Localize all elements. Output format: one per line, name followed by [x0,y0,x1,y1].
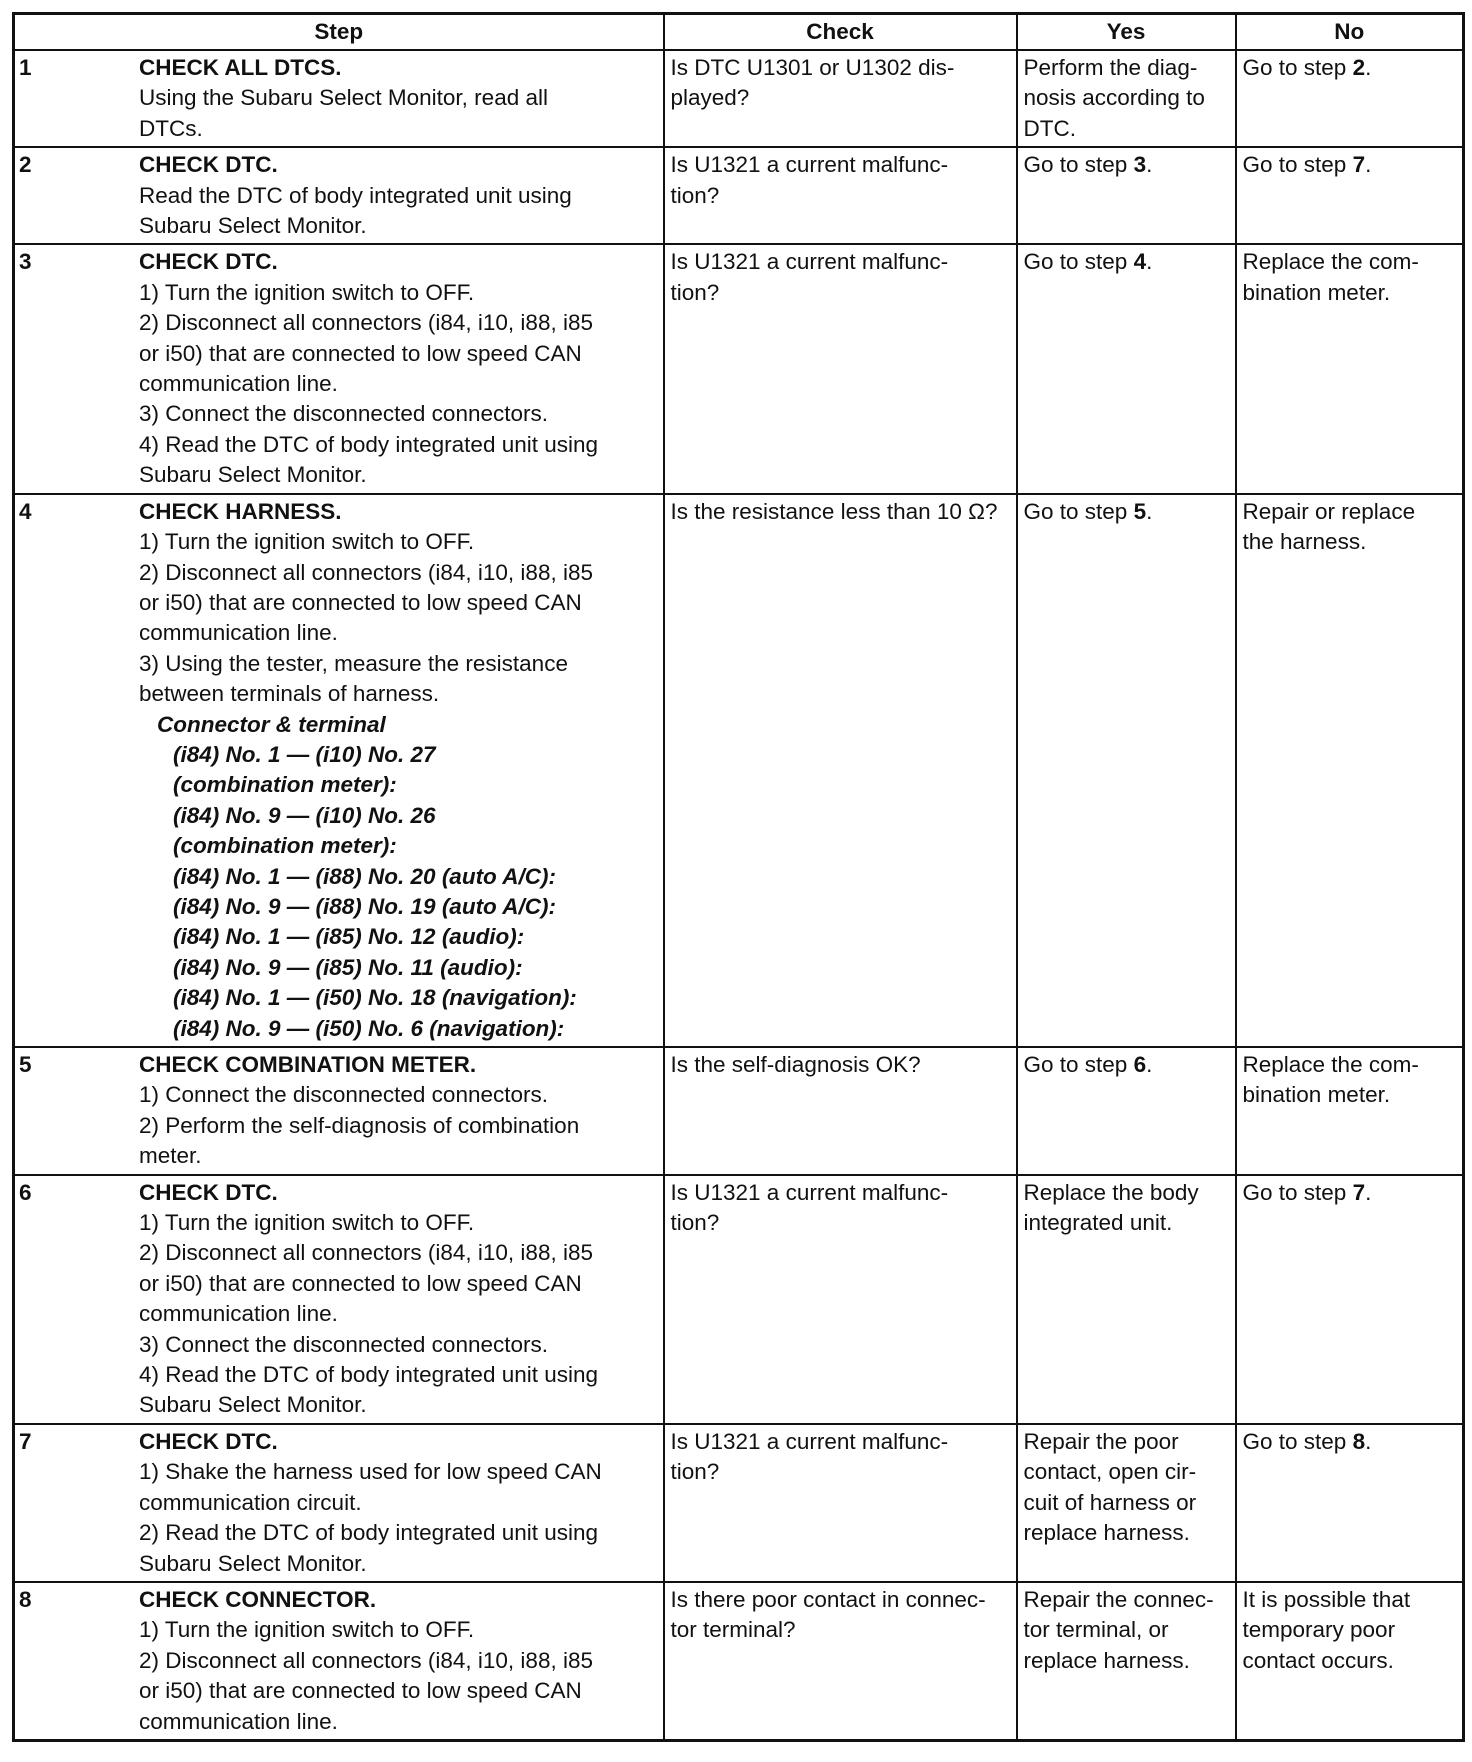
go-to-text: . [1365,1428,1372,1454]
step-instruction: 1) Shake the harness used for low speed CAN [139,1459,602,1485]
step-body [139,497,657,1044]
step-instruction: Using the Subaru Select Monitor, read all [139,85,548,111]
step-title: CHECK HARNESS. [139,498,342,524]
step-cell [14,1175,664,1424]
header-no: No [1236,14,1464,51]
step-instruction: DTCs. [139,115,203,141]
no-go-to [1243,53,1457,83]
spec-line: (i84) No. 1 — (i50) No. 18 (navigation): [173,985,577,1011]
go-to-text: . [1146,1052,1153,1077]
check-text: Is DTC U1301 or U1302 dis- [670,55,955,80]
check-text: Is there poor contact in connec- [670,1586,986,1612]
step-cell [14,147,664,244]
step-reference: 6 [1133,1052,1147,1077]
step-instruction: 1) Turn the ignition switch to OFF. [139,1617,475,1643]
step-instruction: 2) Perform the self-diagnosis of combination [139,1112,580,1138]
step-title: CHECK DTC. [139,249,278,275]
check-cell [664,147,1017,244]
no-cell [1236,1582,1464,1741]
step-instruction: Read the DTC of body integrated unit using [139,182,572,208]
step-instruction: between terminals of harness. [139,681,440,707]
go-to-text: . [1365,152,1372,178]
step-instruction: communication line. [139,1301,338,1327]
yes-text: Perform the diag- [1023,55,1198,80]
spec-line: (i84) No. 1 — (i10) No. 27 [173,741,436,767]
table-row [14,1047,1464,1175]
step-instruction: 1) Turn the ignition switch to OFF. [139,529,475,555]
table-row [14,1175,1464,1424]
go-to-text: Go to step [1242,1428,1353,1454]
step-instruction: communication line. [139,1708,338,1734]
check-text: played? [670,85,750,111]
go-to-text: . [1146,498,1153,524]
step-body [139,1585,657,1737]
step-instruction: 1) Turn the ignition switch to OFF. [139,1210,475,1236]
step-instruction: Subaru Select Monitor. [139,1550,367,1576]
yes-text: cuit of harness or [1023,1489,1197,1515]
step-instruction: 2) Disconnect all connectors (i84, i10, i88, i85 [139,1647,593,1673]
step-reference: 4 [1133,249,1147,275]
check-cell [664,1424,1017,1582]
table-row [14,50,1464,147]
yes-text: replace harness. [1023,1647,1190,1673]
diagnostic-procedure-table [12,12,1465,1742]
check-cell [664,1582,1017,1741]
yes-text: Repair the poor [1023,1428,1179,1454]
step-title: CHECK ALL DTCS. [139,55,342,80]
yes-cell [1017,50,1236,147]
spec-title: Connector & terminal [157,711,386,737]
step-number: 5 [19,1052,32,1077]
go-to-text: . [1365,1179,1372,1205]
step-reference: 7 [1352,152,1366,178]
step-body [139,1050,657,1172]
go-to-text: . [1146,152,1153,178]
header-row [14,14,1464,51]
step-instruction: 2) Disconnect all connectors (i84, i10, i88, i85 [139,1240,593,1266]
step-instruction: 3) Connect the disconnected connectors. [139,1331,548,1357]
go-to-text: Go to step [1242,55,1353,80]
step-title: CHECK DTC. [139,1179,278,1205]
no-text: contact occurs. [1242,1647,1394,1673]
step-instruction: 3) Using the tester, measure the resistance [139,650,568,676]
spec-line: (i84) No. 9 — (i10) No. 26 [173,802,436,828]
step-reference: 7 [1352,1179,1366,1205]
table-row [14,244,1464,493]
step-body [139,247,657,490]
step-instruction: 2) Disconnect all connectors (i84, i10, i88, i85 [139,310,593,336]
check-text: tion? [670,1210,720,1236]
go-to-text: Go to step [1242,1179,1353,1205]
yes-text: Replace the body [1023,1179,1199,1205]
check-cell [664,50,1017,147]
no-go-to [1243,150,1457,180]
check-cell [664,1175,1017,1424]
yes-go-to [1024,247,1229,277]
spec-line: (combination meter): [173,772,397,798]
check-cell [664,494,1017,1047]
step-instruction: or i50) that are connected to low speed CAN [139,589,582,615]
step-number: 3 [19,249,32,275]
step-instruction: communication line. [139,620,338,646]
no-text: the harness. [1242,529,1367,555]
header-yes: Yes [1017,14,1236,51]
spec-line: (i84) No. 9 — (i88) No. 19 (auto A/C): [173,893,556,919]
step-cell [14,1582,664,1741]
table-row [14,147,1464,244]
step-instruction: 1) Connect the disconnected connectors. [139,1082,548,1108]
step-cell [14,244,664,493]
step-title: CHECK CONNECTOR. [139,1586,377,1612]
go-to-text: Go to step [1242,152,1353,178]
step-reference: 2 [1352,55,1366,80]
no-cell [1236,1424,1464,1582]
yes-text: nosis according to [1023,85,1205,111]
yes-text: replace harness. [1023,1520,1190,1546]
header-step: Step [14,14,664,51]
step-instruction: or i50) that are connected to low speed CAN [139,1270,582,1296]
step-instruction: 3) Connect the disconnected connectors. [139,401,548,427]
yes-cell [1017,1582,1236,1741]
table-row [14,1582,1464,1741]
check-text: tion? [670,182,720,208]
yes-text: contact, open cir- [1023,1459,1197,1485]
step-number: 4 [19,498,32,524]
no-cell [1236,50,1464,147]
go-to-text: Go to step [1023,249,1134,275]
yes-text: DTC. [1023,115,1076,141]
no-cell [1236,147,1464,244]
step-number: 6 [19,1179,32,1205]
step-cell [14,1424,664,1582]
step-body [139,1178,657,1421]
spec-line: (combination meter): [173,833,397,859]
step-number: 7 [19,1428,32,1454]
no-text: Repair or replace [1242,498,1416,524]
no-cell [1236,244,1464,493]
step-body [139,53,657,144]
step-instruction: meter. [139,1143,202,1169]
step-title: CHECK DTC. [139,152,278,178]
yes-text: tor terminal, or [1023,1617,1169,1643]
step-cell [14,1047,664,1175]
step-instruction: Subaru Select Monitor. [139,1392,367,1418]
yes-cell [1017,494,1236,1047]
step-instruction: 2) Read the DTC of body integrated unit using [139,1520,599,1546]
header-check: Check [664,14,1017,51]
yes-text: Repair the connec- [1023,1586,1214,1612]
check-text: Is U1321 a current malfunc- [670,1428,949,1454]
check-text: tion? [670,279,720,305]
check-text: Is the self-diagnosis OK? [670,1052,921,1077]
table-row [14,1424,1464,1582]
step-body [139,1427,657,1579]
go-to-text: Go to step [1023,1052,1134,1077]
step-title: CHECK DTC. [139,1428,278,1454]
check-text: Is U1321 a current malfunc- [670,249,949,275]
no-cell [1236,1047,1464,1175]
check-text: Is U1321 a current malfunc- [670,152,949,178]
table-row [14,494,1464,1047]
step-instruction: communication line. [139,371,338,397]
no-text: temporary poor [1242,1617,1396,1643]
go-to-text: Go to step [1023,498,1134,524]
yes-cell [1017,1424,1236,1582]
step-instruction: Subaru Select Monitor. [139,213,367,239]
go-to-text: . [1146,249,1153,275]
check-text: tion? [670,1459,720,1485]
step-instruction: 2) Disconnect all connectors (i84, i10, i88, i85 [139,559,593,585]
step-instruction: or i50) that are connected to low speed CAN [139,1678,582,1704]
step-instruction: communication circuit. [139,1489,362,1515]
no-cell [1236,1175,1464,1424]
yes-go-to [1024,150,1229,180]
step-body [139,150,657,241]
yes-go-to [1024,497,1229,527]
no-go-to [1243,1178,1457,1208]
check-text: tor terminal? [670,1617,796,1643]
no-text: Replace the com- [1242,249,1419,275]
yes-cell [1017,1047,1236,1175]
check-text: Is the resistance less than 10 Ω? [670,498,998,524]
spec-line: (i84) No. 1 — (i85) No. 12 (audio): [173,924,525,950]
step-reference: 8 [1352,1428,1366,1454]
check-cell [664,1047,1017,1175]
no-text: bination meter. [1242,279,1391,305]
spec-line: (i84) No. 1 — (i88) No. 20 (auto A/C): [173,863,556,889]
no-text: bination meter. [1242,1082,1391,1108]
step-instruction: or i50) that are connected to low speed CAN [139,340,582,366]
check-cell [664,244,1017,493]
go-to-text: . [1365,55,1372,80]
no-text: Replace the com- [1242,1052,1419,1077]
step-instruction: 1) Turn the ignition switch to OFF. [139,279,475,305]
step-title: CHECK COMBINATION METER. [139,1052,477,1077]
no-go-to [1243,1427,1457,1457]
step-reference: 3 [1133,152,1147,178]
yes-cell [1017,1175,1236,1424]
no-text: It is possible that [1242,1586,1411,1612]
spec-line: (i84) No. 9 — (i50) No. 6 (navigation): [173,1015,565,1041]
yes-go-to [1024,1050,1229,1080]
check-text: Is U1321 a current malfunc- [670,1179,949,1205]
spec-line: (i84) No. 9 — (i85) No. 11 (audio): [173,954,523,980]
step-instruction: 4) Read the DTC of body integrated unit using [139,431,599,457]
step-number: 8 [19,1586,32,1612]
step-number: 2 [19,152,32,178]
yes-cell [1017,244,1236,493]
go-to-text: Go to step [1023,152,1134,178]
step-instruction: Subaru Select Monitor. [139,462,367,488]
step-instruction: 4) Read the DTC of body integrated unit using [139,1362,599,1388]
step-cell [14,494,664,1047]
step-cell [14,50,664,147]
no-cell [1236,494,1464,1047]
yes-text: integrated unit. [1023,1210,1173,1236]
step-reference: 5 [1133,498,1147,524]
step-number: 1 [19,55,32,80]
yes-cell [1017,147,1236,244]
